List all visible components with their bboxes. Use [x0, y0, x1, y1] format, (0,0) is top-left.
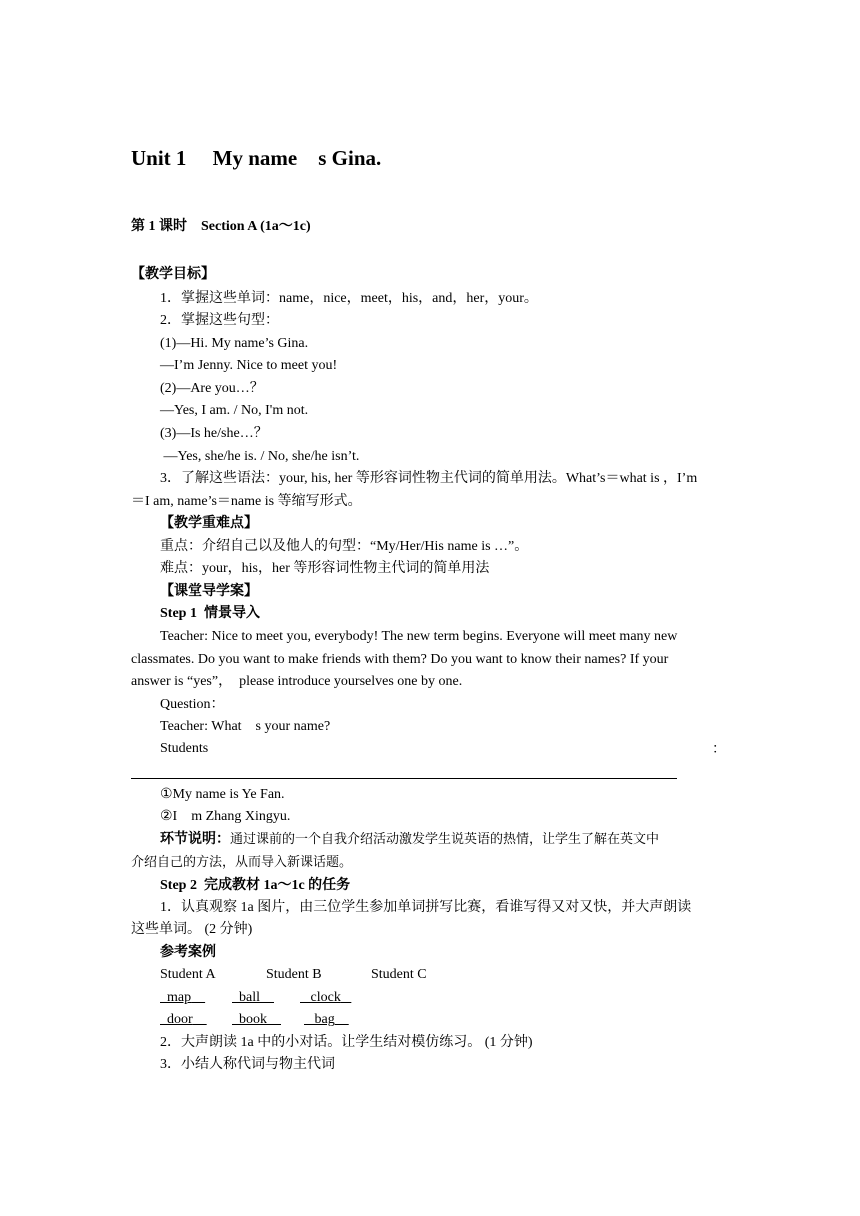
table-cell: bag	[314, 1012, 335, 1027]
pattern-3: (3)—Is he/she…？	[160, 426, 268, 441]
table-cell: clock	[310, 990, 341, 1005]
table-cell: book	[239, 1012, 267, 1027]
pattern-1-reply: —I’m Jenny. Nice to meet you!	[160, 358, 338, 373]
step2-item1-line1: 1．认真观察 1a 图片，由三位学生参加单词拼写比赛，看谁写得又对又快，并大声朗读	[160, 900, 692, 915]
question-label: Question：	[160, 697, 225, 712]
table-header-b: Student B	[266, 967, 322, 982]
pattern-1: (1)—Hi. My name’s Gina.	[160, 336, 309, 351]
objectives-header: 【教学目标】	[131, 267, 215, 282]
step2-item2: 2．大声朗读 1a 中的小对话。让学生结对模仿练习。 (1 分钟)	[160, 1035, 533, 1050]
answer-1: ①My name is Ye Fan.	[160, 787, 285, 802]
pattern-3-reply: —Yes, she/he is. / No, she/he isn’t.	[160, 449, 360, 464]
note-line-2: 介绍自己的方法，从而导入新课话题。	[131, 855, 353, 870]
table-row-1	[160, 988, 351, 1008]
step1-title: Step 1 情景导入	[160, 606, 260, 621]
table-cell: ball	[239, 990, 260, 1005]
teacher-line-1: Teacher: Nice to meet you, everybody! The new term begins. Everyone will meet many new	[160, 629, 678, 644]
objective-2: 2．掌握这些句型：	[160, 313, 279, 328]
table-row-2	[160, 1010, 349, 1030]
unit-title: Unit 1 My name s Gina.	[131, 146, 382, 170]
note-label: 环节说明：	[160, 832, 230, 847]
table-header-row	[160, 965, 427, 985]
objective-3-line2: ＝I am, name’s＝name is 等缩写形式。	[131, 494, 362, 509]
pattern-2: (2)—Are you…？	[160, 381, 264, 396]
step2-item1-line2: 这些单词。 (2 分钟)	[131, 922, 253, 937]
table-cell: door	[167, 1012, 193, 1027]
step2-title: Step 2 完成教材 1a～1c 的任务	[160, 878, 351, 893]
objective-1: 1．掌握这些单词：name，nice，meet，his，and，her，your。	[160, 291, 538, 306]
note-text-1: 通过课前的一个自我介绍活动激发学生说英语的热情，让学生了解在英文中	[230, 832, 660, 847]
students-label: Students	[160, 741, 209, 756]
students-colon: ：	[712, 742, 726, 757]
answer-2: ②I m Zhang Xingyu.	[160, 809, 291, 824]
reference-header: 参考案例	[160, 945, 216, 960]
pattern-2-reply: —Yes, I am. / No, I'm not.	[160, 403, 309, 418]
guide-header: 【课堂导学案】	[160, 584, 258, 599]
lesson-title: 第 1 课时 Section A (1a～1c)	[131, 219, 311, 234]
teacher-line-2: classmates. Do you want to make friends with them? Do you want to know their names? If your	[131, 652, 669, 667]
teacher-question: Teacher: What s your name?	[160, 719, 331, 734]
key-header: 【教学重难点】	[160, 516, 258, 531]
note-line-1	[160, 830, 659, 850]
step2-item3: 3．小结人称代词与物主代词	[160, 1057, 335, 1072]
teacher-line-3: answer is “yes”， please introduce yourselves one by one.	[131, 674, 463, 689]
key-point: 重点：介绍自己以及他人的句型：“My/Her/His name is …”。	[160, 539, 529, 554]
table-cell: map	[167, 990, 192, 1005]
table-header-c: Student C	[371, 967, 427, 982]
objective-3-line1: 3．了解这些语法：your, his, her 等形容词性物主代词的简单用法。What’s＝what is ，I’m	[160, 471, 698, 486]
table-header-a: Student A	[160, 967, 216, 982]
answer-blank-line	[131, 778, 677, 779]
difficult-point: 难点：your，his，her 等形容词性物主代词的简单用法	[160, 561, 490, 576]
